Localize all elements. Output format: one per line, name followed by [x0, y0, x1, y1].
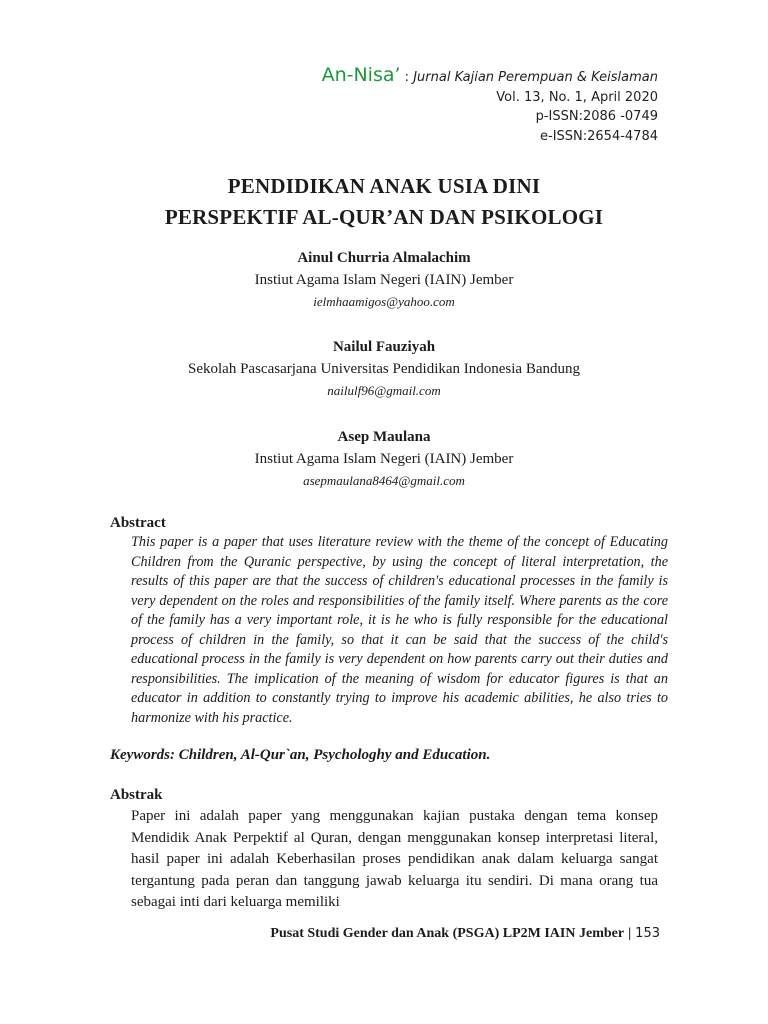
author-affiliation: Instiut Agama Islam Negeri (IAIN) Jember: [254, 272, 514, 288]
author-block-2: [0, 336, 768, 402]
abstract-heading: Abstract: [110, 515, 166, 531]
author-affiliation: Sekolah Pascasarjana Universitas Pendidikan Indonesia Bandung: [188, 361, 580, 377]
author-affiliation: Instiut Agama Islam Negeri (IAIN) Jember: [254, 451, 514, 467]
author-block-3: [0, 426, 768, 492]
author-name: Nailul Fauziyah: [332, 339, 436, 355]
author-email: ielmhaamigos@yahoo.com: [313, 294, 455, 309]
keywords: Keywords: Children, Al-Qur`an, Psychologhy and Education.: [110, 747, 491, 763]
abstrak-heading: Abstrak: [110, 787, 163, 803]
journal-volume: Vol. 13, No. 1, April 2020: [496, 89, 658, 105]
author-name: Ainul Churria Almalachim: [297, 250, 471, 266]
abstrak-body: Paper ini adalah paper yang menggunakan kajian pustaka dengan tema konsep Mendidik Anak Perpektif al Quran, dengan menggunakan konsep interpretasi literal, hasil paper ini adalah Keberhasilan proses pendidikan anak dalam keluarga sangat tergantung pada peran dan tanggung jawab keluarga itu sendiri. Di mana orang tua sebagai inti dari keluarga memiliki: [131, 808, 658, 910]
journal-description: Jurnal Kajian Perempuan & Keislaman: [413, 70, 658, 85]
journal-header: [322, 66, 658, 146]
abstract-body: This paper is a paper that uses literature review with the theme of the concept of Educating Children from the Quranic perspective, by using the concept of literal interpretation, the results of this paper are that the success of children's educational processes in the family is very dependent on the roles and responsibilities of the family itself. Where parents as the core of the family has a very important role, it is he who is fully responsible for the educational process of children in the family, so that it can be said that the success of the child's educational process in the family is very dependent on how parents carry out their duties and responsibilities. The implication of the meaning of wisdom for educator figures is that an educator in addition to constantly trying to improve his academic abilities, he also tries to harmonize with his practice.: [131, 534, 668, 726]
page-number: 153: [635, 926, 660, 941]
journal-p-issn: p-ISSN:2086 -0749: [535, 109, 658, 124]
page-footer: [270, 926, 660, 942]
paper-title-line-2: PERSPEKTIF AL-QUR’AN DAN PSIKOLOGI: [164, 205, 604, 229]
paper-title: [0, 171, 768, 233]
author-name: Asep Maulana: [337, 429, 431, 445]
footer-publisher: Pusat Studi Gender dan Anak (PSGA) LP2M IAIN Jember: [270, 926, 625, 941]
author-block-1: [0, 247, 768, 313]
author-email: asepmaulana8464@gmail.com: [303, 473, 465, 488]
journal-name: An-Nisa’: [321, 64, 401, 86]
journal-line: [322, 66, 658, 88]
paper-title-line-1: PENDIDIKAN ANAK USIA DINI: [227, 174, 541, 198]
footer-separator: |: [628, 926, 632, 941]
journal-e-issn: e-ISSN:2654-4784: [540, 128, 658, 144]
author-email: nailulf96@gmail.com: [327, 383, 441, 398]
journal-separator: :: [400, 70, 414, 85]
